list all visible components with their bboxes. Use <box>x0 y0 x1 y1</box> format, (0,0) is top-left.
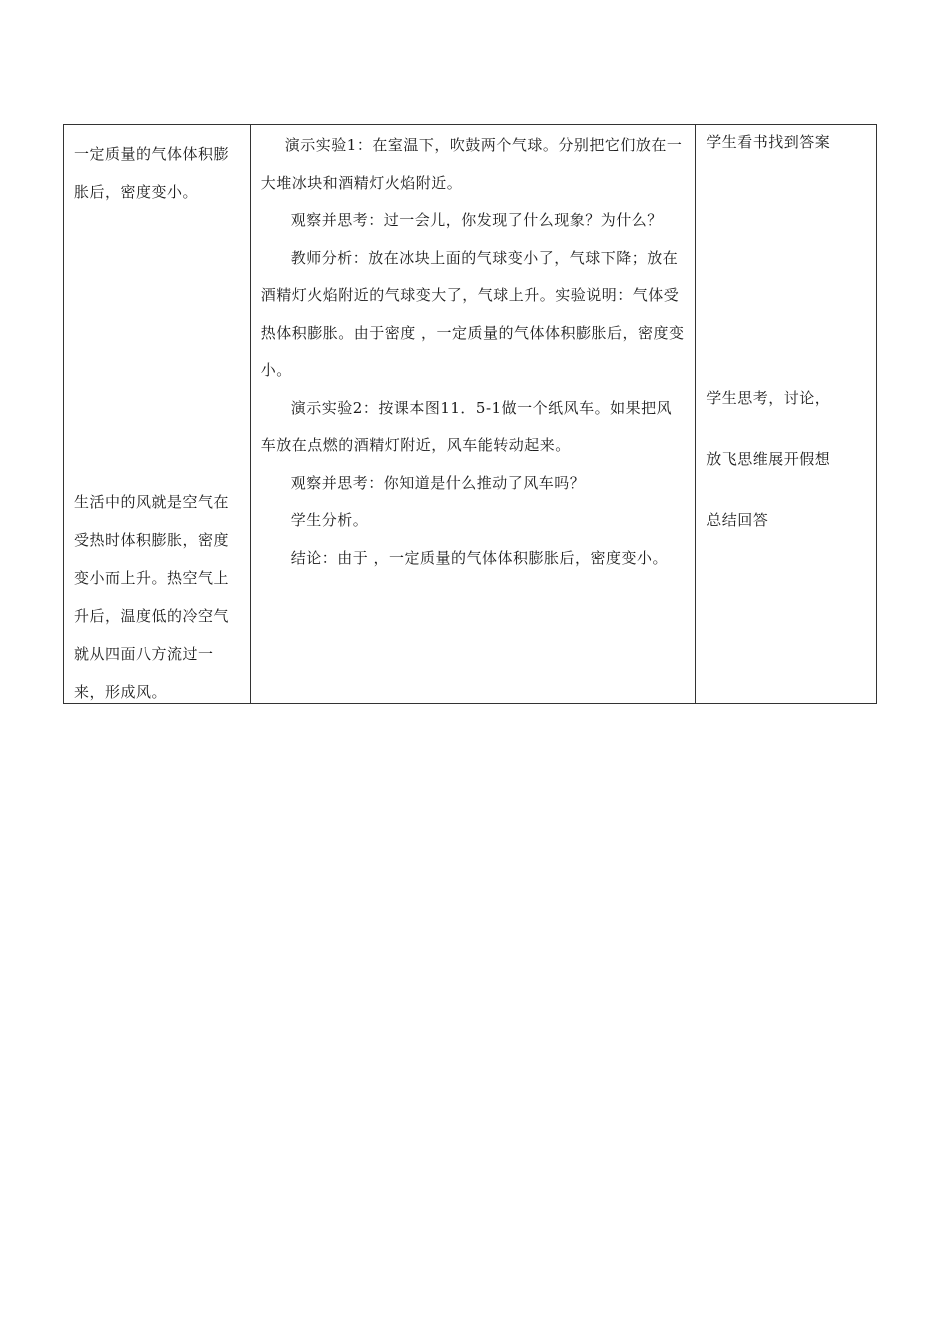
student-activity-imagine: 放飞思维展开假想 <box>706 450 831 468</box>
student-analysis-line: 学生分析。 <box>290 511 369 529</box>
student-activity-column <box>696 125 876 703</box>
teaching-process-column <box>251 125 696 703</box>
observe-question-1: 观察并思考：过一会儿，你发现了什么现象？为什么？ <box>290 211 663 229</box>
knowledge-point-wind: 生活中的风就是空气在受热时体积膨胀，密度变小而上升。热空气上升后，温度低的冷空气就从四面八方流过一来，形成风。 <box>74 493 230 701</box>
knowledge-column <box>64 125 251 703</box>
teacher-analysis-paragraph: 教师分析：放在冰块上面的气球变小了，气球下降；放在酒精灯火焰附近的气球变大了，气球上升。实验说明：气体受热体积膨胀。由于密度 ，一定质量的气体体积膨胀后，密度变小。 <box>260 248 685 379</box>
student-activity-summarize: 总结回答 <box>706 511 769 529</box>
student-activity-discuss: 学生思考，讨论， <box>706 389 831 407</box>
teaching-process-text <box>261 127 687 577</box>
conclusion-paragraph: 结论：由于 ，一定质量的气体体积膨胀后，密度变小。 <box>290 548 669 567</box>
observe-question-2: 观察并思考：你知道是什么推动了风车吗？ <box>290 473 586 492</box>
lesson-table <box>63 124 877 704</box>
student-activity-read: 学生看书找到答案 <box>706 133 831 151</box>
experiment-1-paragraph: 演示实验1：在室温下，吹鼓两个气球。分别把它们放在一大堆冰块和酒精灯火焰附近。 <box>260 136 683 192</box>
experiment-2-paragraph: 演示实验2：按课本图11．5-1做一个纸风车。如果把风车放在点燃的酒精灯附近，风车能转动起来。 <box>260 398 673 454</box>
knowledge-point-density: 一定质量的气体体积膨胀后，密度变小。 <box>74 145 230 201</box>
